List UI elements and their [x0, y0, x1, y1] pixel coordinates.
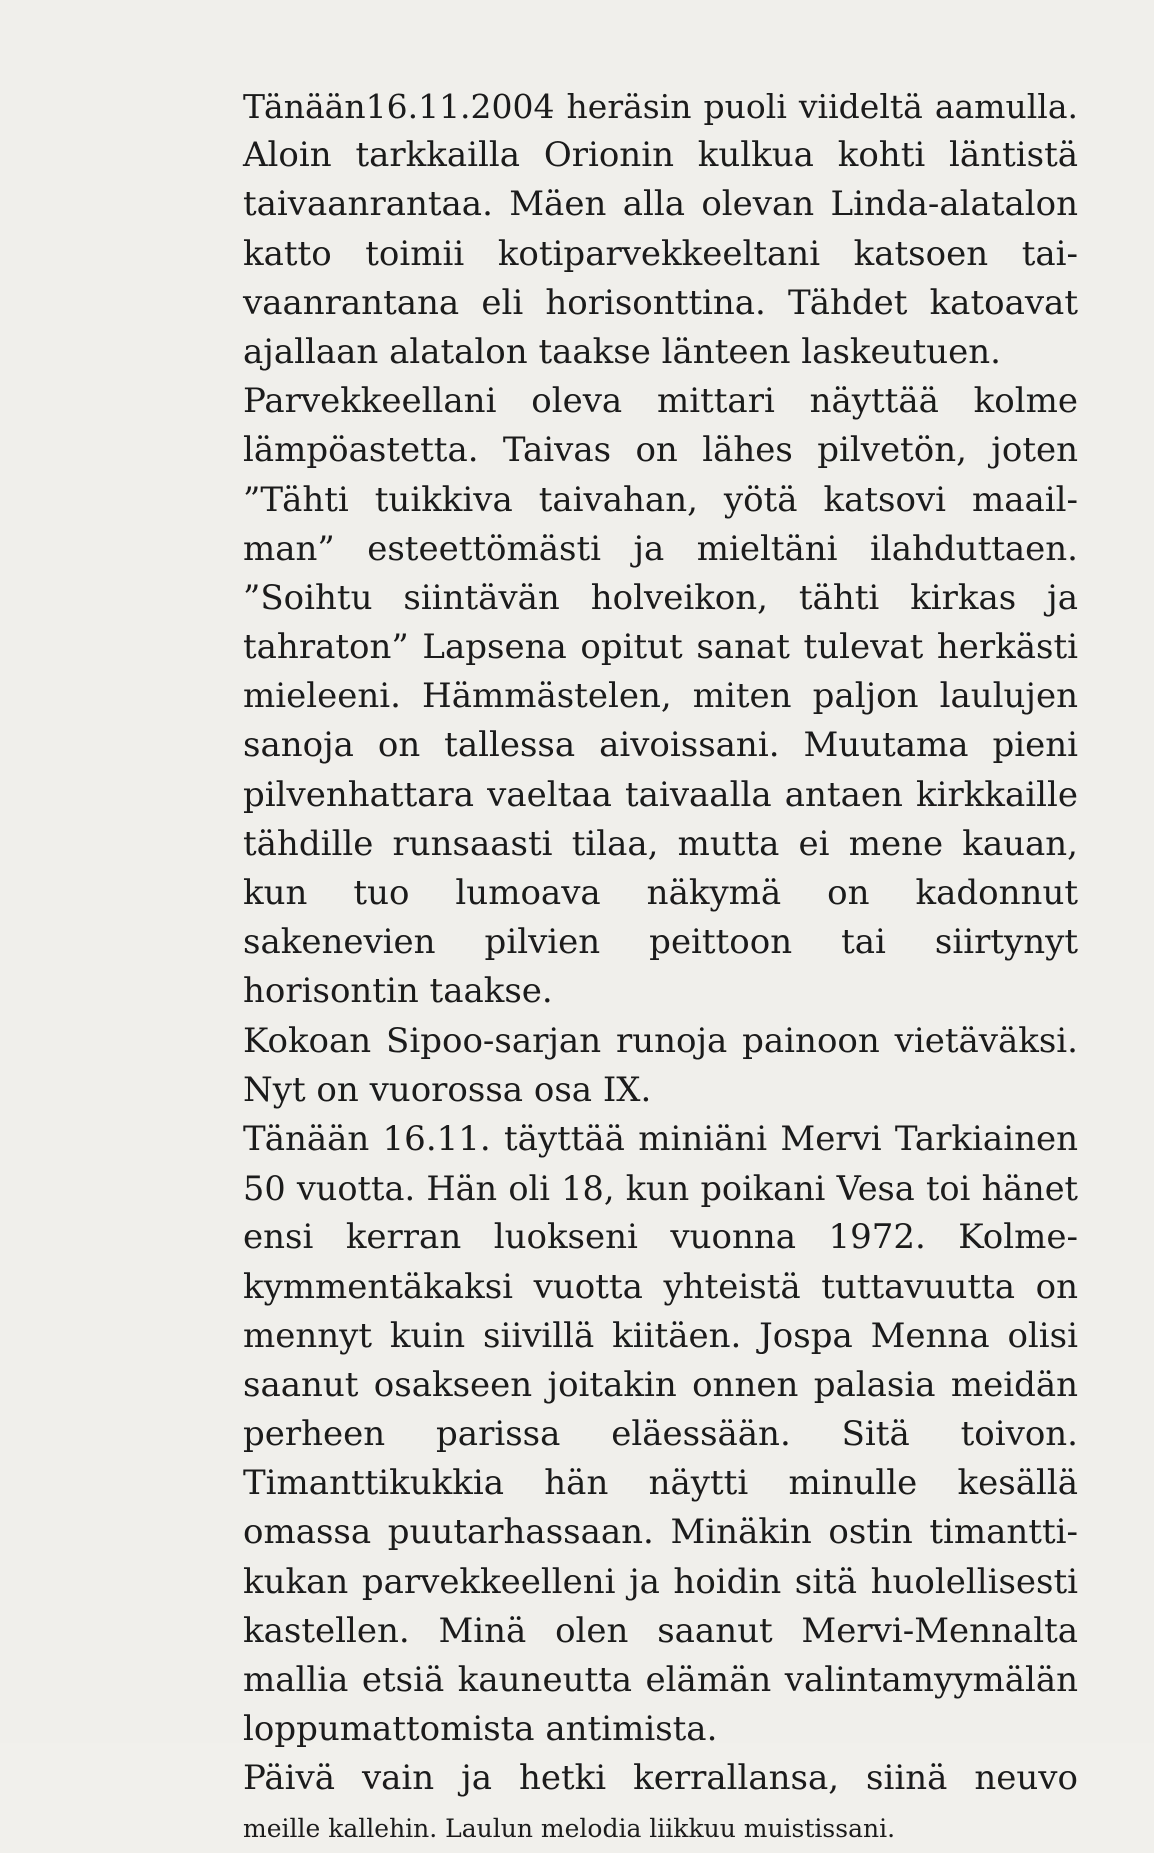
text-line: Nyt on vuorossa osa IX.: [243, 1069, 652, 1110]
text-line: tahraton” Lapsena opitut sanat tulevat herkästi: [243, 627, 1078, 668]
text-line: saanut osakseen joitakin onnen palasia meidän: [243, 1364, 1078, 1405]
text-line: mallia etsiä kauneutta elämän valintamyymälän: [243, 1660, 1078, 1700]
text-line: Kokoan Sipoo-sarjan runoja painoon vietäväksi.: [243, 1020, 1078, 1061]
text-line: lämpöastetta. Taivas on lähes pilvetön, joten: [243, 430, 1078, 471]
text-line: ”Soihtu siintävän holveikon, tähti kirkas ja: [243, 577, 1078, 618]
text-line: ajallaan alatalon taakse länteen laskeutuen.: [243, 331, 1001, 372]
text-line: man” esteettömästi ja mieltäni ilahduttaen.: [243, 528, 1078, 569]
text-line: Timanttikukkia hän näytti minulle kesällä: [243, 1463, 1078, 1504]
text-line: taivaanrantaa. Mäen alla olevan Linda-alatalon: [243, 184, 1078, 225]
text-line: mennyt kuin siivillä kiitäen. Jospa Menna olisi: [243, 1315, 1078, 1356]
text-line: perheen parissa eläessään. Sitä toivon.: [243, 1414, 1078, 1455]
text-line: ensi kerran luokseni vuonna 1972. Kolme-: [243, 1217, 1078, 1258]
text-line: horisontin taakse.: [243, 971, 553, 1012]
text-line: Päivä vain ja hetki kerrallansa, siinä neuvo: [243, 1758, 1078, 1799]
text-line: 50 vuotta. Hän oli 18, kun poikani Vesa toi hänet: [243, 1169, 1078, 1209]
text-line: sakenevien pilvien peittoon tai siirtynyt: [243, 922, 1078, 963]
text-line: loppumattomista antimista.: [243, 1709, 718, 1750]
text-line: meille kallehin. Laulun melodia liikkuu muistissani.: [243, 1813, 896, 1843]
text-line: kun tuo lumoava näkymä on kadonnut: [243, 873, 1078, 913]
text-line: omassa puutarhassaan. Minäkin ostin timantti-: [243, 1512, 1078, 1553]
text-line: sanoja on tallessa aivoissani. Muutama pieni: [243, 725, 1078, 766]
text-line: Tänään16.11.2004 heräsin puoli viideltä aamulla.: [243, 87, 1078, 126]
text-line: katto toimii kotiparvekkeeltani katsoen tai-: [243, 233, 1078, 274]
text-line: ”Tähti tuikkiva taivahan, yötä katsovi maail-: [243, 479, 1078, 520]
text-line: kymmentäkaksi vuotta yhteistä tuttavuutta on: [243, 1266, 1078, 1307]
text-line: tähdille runsaasti tilaa, mutta ei mene kauan,: [243, 823, 1078, 864]
text-line: mieleeni. Hämmästelen, miten paljon laulujen: [243, 676, 1078, 717]
text-line: Tänään 16.11. täyttää miniäni Mervi Tarkiainen: [243, 1118, 1078, 1159]
text-line: kastellen. Minä olen saanut Mervi-Mennalta: [243, 1610, 1078, 1651]
body-text: [243, 82, 1078, 1853]
text-line: Parvekkeellani oleva mittari näyttää kolme: [243, 381, 1078, 422]
text-line: vaanrantana eli horisonttina. Tähdet katoavat: [243, 282, 1078, 323]
text-line: Aloin tarkkailla Orionin kulkua kohti läntistä: [243, 135, 1078, 176]
text-line: pilvenhattara vaeltaa taivaalla antaen kirkkaille: [243, 774, 1078, 815]
text-line: kukan parvekkeelleni ja hoidin sitä huolellisesti: [243, 1561, 1078, 1602]
